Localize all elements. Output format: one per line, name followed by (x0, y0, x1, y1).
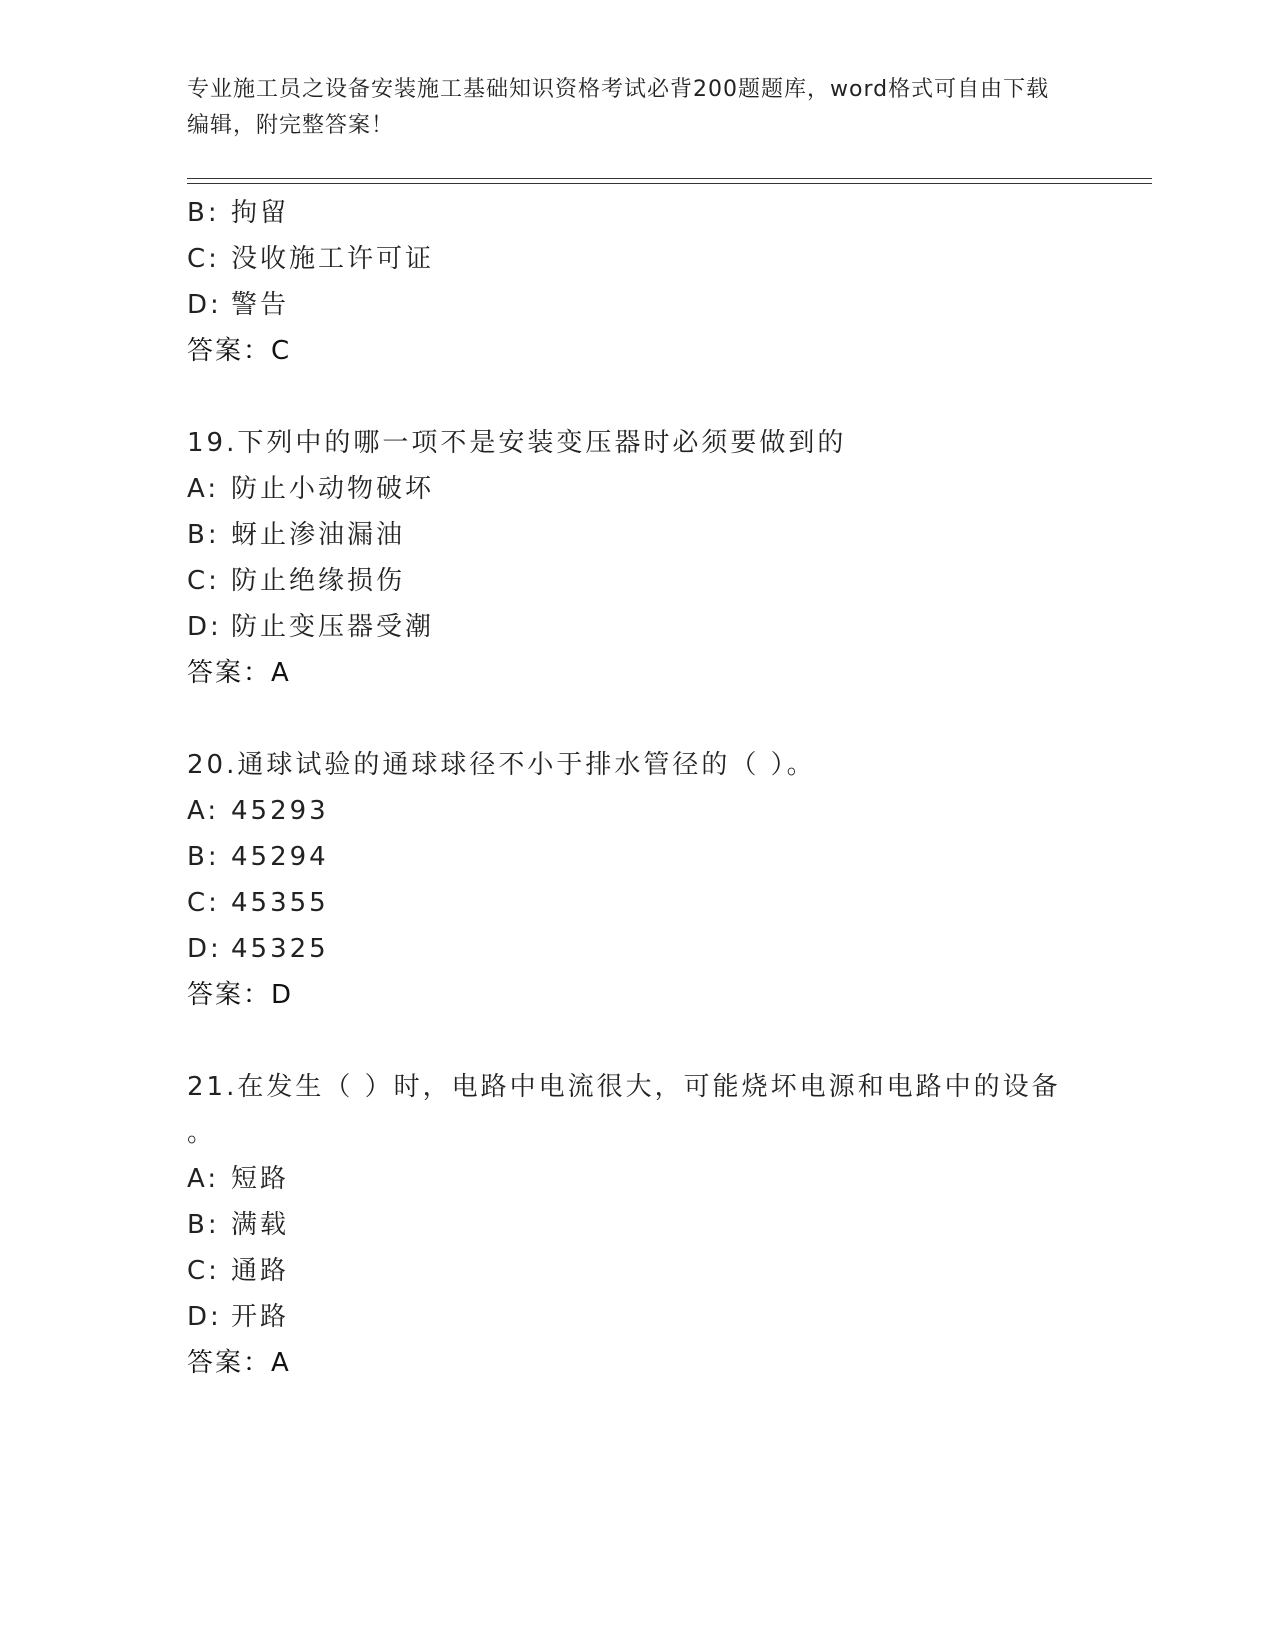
option-text: 拘留 (231, 198, 290, 228)
question-block-20 (187, 742, 1147, 1018)
option-d (187, 282, 1147, 328)
option-text: 45325 (231, 934, 329, 964)
option-text: 警告 (231, 290, 290, 320)
option-label: A: (187, 1164, 220, 1194)
option-text: 开路 (231, 1302, 290, 1332)
answer-text: 答案：C (187, 336, 292, 366)
spacer (187, 696, 1147, 742)
option-label: B: (187, 520, 220, 550)
question-list (187, 190, 1147, 1386)
option-b (187, 190, 1147, 236)
option-b (187, 1202, 1147, 1248)
option-text: 45294 (231, 842, 329, 872)
option-label: C: (187, 566, 220, 596)
option-label: B: (187, 198, 220, 228)
option-text: 防止小动物破坏 (231, 474, 435, 504)
option-a (187, 1156, 1147, 1202)
option-label: D: (187, 612, 222, 642)
question-block-19 (187, 420, 1147, 696)
option-c (187, 1248, 1147, 1294)
option-b (187, 512, 1147, 558)
option-d (187, 604, 1147, 650)
answer-text: 答案：A (187, 658, 291, 688)
question-text: 19.下列中的哪一项不是安装变压器时必须要做到的 (187, 428, 847, 458)
option-label: B: (187, 1210, 220, 1240)
option-text: 防止绝缘损伤 (231, 566, 406, 596)
option-c (187, 880, 1147, 926)
question-block-prev (187, 190, 1147, 374)
option-d (187, 1294, 1147, 1340)
option-text: 通路 (231, 1256, 290, 1286)
option-label: C: (187, 244, 220, 274)
answer-text: 答案：D (187, 980, 294, 1010)
header-divider-bottom (187, 183, 1152, 184)
option-label: B: (187, 842, 220, 872)
option-text: 蚜止渗油漏油 (231, 520, 406, 550)
question-block-21 (187, 1064, 1147, 1386)
spacer (187, 374, 1147, 420)
header-divider-top (187, 178, 1152, 179)
question-text: 20.通球试验的通球球径不小于排水管径的（ ）。 (187, 750, 816, 780)
option-text: 没收施工许可证 (231, 244, 435, 274)
option-d (187, 926, 1147, 972)
document-header: 专业施工员之设备安装施工基础知识资格考试必背200题题库，word格式可自由下载编辑，附完整答案！ (187, 77, 1050, 138)
option-label: C: (187, 1256, 220, 1286)
option-label: A: (187, 796, 220, 826)
option-text: 满载 (231, 1210, 290, 1240)
option-label: D: (187, 934, 222, 964)
answer-text: 答案：A (187, 1348, 291, 1378)
option-label: D: (187, 1302, 222, 1332)
option-c (187, 236, 1147, 282)
option-a (187, 466, 1147, 512)
option-label: A: (187, 474, 220, 504)
spacer (187, 1018, 1147, 1064)
option-text: 45355 (231, 888, 329, 918)
option-label: C: (187, 888, 220, 918)
option-a (187, 788, 1147, 834)
question-text-continuation: 。 (187, 1118, 217, 1148)
option-text: 45293 (231, 796, 329, 826)
question-text: 21.在发生（ ）时，电路中电流很大，可能烧坏电源和电路中的设备 (187, 1072, 1061, 1102)
option-b (187, 834, 1147, 880)
option-label: D: (187, 290, 222, 320)
option-text: 短路 (231, 1164, 290, 1194)
option-c (187, 558, 1147, 604)
option-text: 防止变压器受潮 (231, 612, 435, 642)
